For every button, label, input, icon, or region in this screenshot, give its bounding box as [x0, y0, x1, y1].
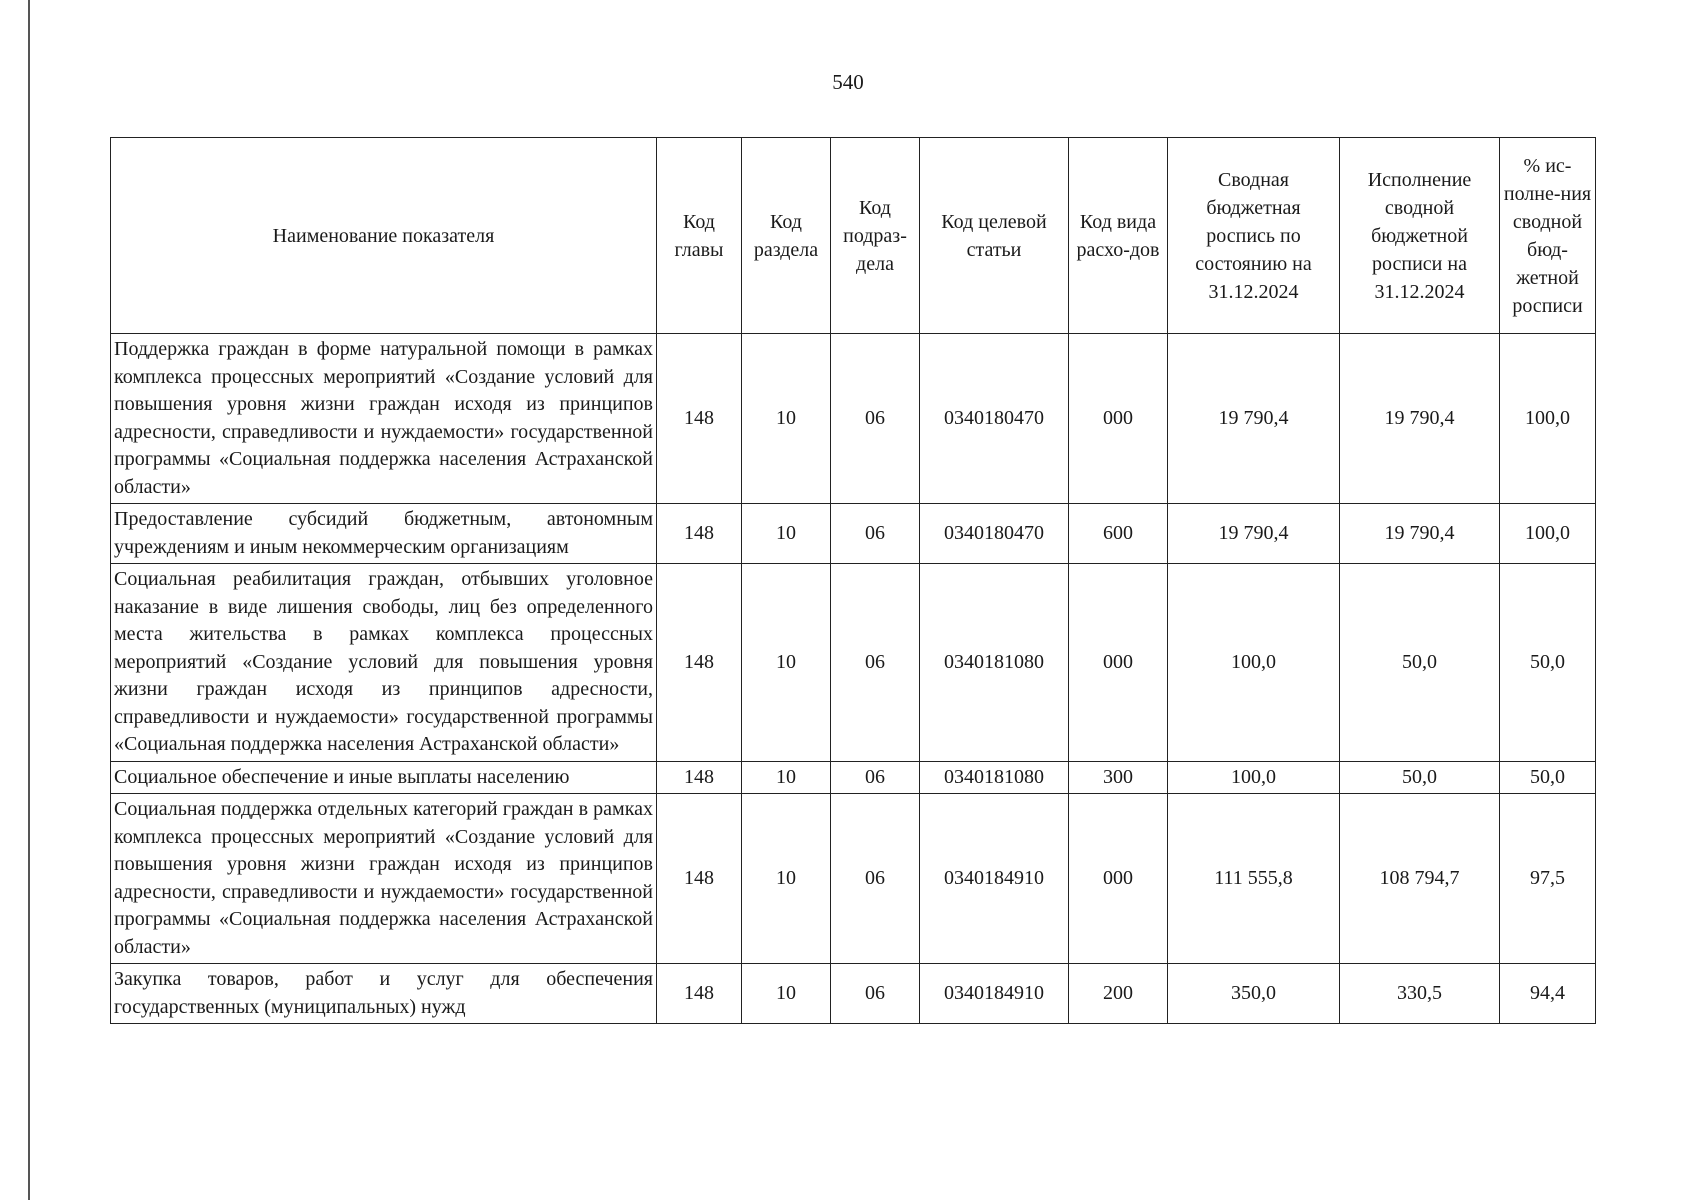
row-budget: 350,0	[1168, 964, 1340, 1024]
header-section-code: Код раздела	[742, 138, 831, 334]
row-budget: 19 790,4	[1168, 334, 1340, 504]
row-subsection: 06	[831, 504, 920, 564]
row-name: Поддержка граждан в форме натуральной помощи в рамках комплекса процессных мероприятий «Создание условий для повышения уровня жизни граждан исходя из принципов адресности, справедливости и нуждаемости» государственной программы «Социальная поддержка населения Астраханской области»	[111, 334, 657, 504]
row-chapter: 148	[657, 334, 742, 504]
table-row	[111, 761, 1596, 794]
row-chapter: 148	[657, 964, 742, 1024]
row-expense: 000	[1069, 334, 1168, 504]
row-percent: 50,0	[1500, 564, 1596, 762]
row-percent: 100,0	[1500, 334, 1596, 504]
row-name: Закупка товаров, работ и услуг для обеспечения государственных (муниципальных) нужд	[111, 964, 657, 1024]
table-row	[111, 964, 1596, 1024]
header-execution: Исполнение сводной бюджетной росписи на 31.12.2024	[1340, 138, 1500, 334]
header-percent: % ис-полне-ния сводной бюд-жетной росписи	[1500, 138, 1596, 334]
header-expense-type-code: Код вида расхо-дов	[1069, 138, 1168, 334]
row-chapter: 148	[657, 564, 742, 762]
row-percent: 100,0	[1500, 504, 1596, 564]
row-section: 10	[742, 794, 831, 964]
row-target: 0340184910	[920, 794, 1069, 964]
row-executed: 19 790,4	[1340, 334, 1500, 504]
row-executed: 50,0	[1340, 564, 1500, 762]
row-executed: 108 794,7	[1340, 794, 1500, 964]
row-chapter: 148	[657, 504, 742, 564]
row-subsection: 06	[831, 761, 920, 794]
row-budget: 100,0	[1168, 564, 1340, 762]
row-expense: 600	[1069, 504, 1168, 564]
table-row	[111, 794, 1596, 964]
row-executed: 19 790,4	[1340, 504, 1500, 564]
row-name: Социальная реабилитация граждан, отбывших уголовное наказание в виде лишения свободы, лиц без определенного места жительства в рамках комплекса процессных мероприятий «Создание условий для повышения уровня жизни граждан исходя из принципов адресности, справедливости и нуждаемости» государственной программы «Социальная поддержка населения Астраханской области»	[111, 564, 657, 762]
row-section: 10	[742, 761, 831, 794]
row-budget: 19 790,4	[1168, 504, 1340, 564]
budget-execution-table	[110, 137, 1596, 1024]
row-subsection: 06	[831, 564, 920, 762]
row-subsection: 06	[831, 334, 920, 504]
row-section: 10	[742, 964, 831, 1024]
row-target: 0340180470	[920, 334, 1069, 504]
row-chapter: 148	[657, 761, 742, 794]
row-target: 0340181080	[920, 761, 1069, 794]
table-header-row	[111, 138, 1596, 334]
header-budget-list: Сводная бюджетная роспись по состоянию на 31.12.2024	[1168, 138, 1340, 334]
row-target: 0340184910	[920, 964, 1069, 1024]
row-section: 10	[742, 334, 831, 504]
header-target-code: Код целевой статьи	[920, 138, 1069, 334]
row-percent: 94,4	[1500, 964, 1596, 1024]
table-row	[111, 504, 1596, 564]
header-name: Наименование показателя	[111, 138, 657, 334]
header-subsection-code: Код подраз-дела	[831, 138, 920, 334]
row-expense: 000	[1069, 794, 1168, 964]
table-row	[111, 564, 1596, 762]
row-subsection: 06	[831, 964, 920, 1024]
row-name: Предоставление субсидий бюджетным, автономным учреждениям и иным некоммерческим организациям	[111, 504, 657, 564]
row-executed: 50,0	[1340, 761, 1500, 794]
row-expense: 300	[1069, 761, 1168, 794]
row-percent: 97,5	[1500, 794, 1596, 964]
row-expense: 000	[1069, 564, 1168, 762]
row-budget: 111 555,8	[1168, 794, 1340, 964]
row-section: 10	[742, 504, 831, 564]
row-target: 0340181080	[920, 564, 1069, 762]
row-section: 10	[742, 564, 831, 762]
row-executed: 330,5	[1340, 964, 1500, 1024]
row-name: Социальное обеспечение и иные выплаты населению	[111, 761, 657, 794]
scan-edge-line	[28, 0, 30, 1200]
row-budget: 100,0	[1168, 761, 1340, 794]
table-row	[111, 334, 1596, 504]
row-expense: 200	[1069, 964, 1168, 1024]
header-chapter-code: Код главы	[657, 138, 742, 334]
row-subsection: 06	[831, 794, 920, 964]
row-name: Социальная поддержка отдельных категорий граждан в рамках комплекса процессных мероприятий «Создание условий для повышения уровня жизни граждан исходя из принципов адресности, справедливости и нуждаемости» государственной программы «Социальная поддержка населения Астраханской области»	[111, 794, 657, 964]
page-number: 540	[832, 70, 864, 94]
row-target: 0340180470	[920, 504, 1069, 564]
row-percent: 50,0	[1500, 761, 1596, 794]
row-chapter: 148	[657, 794, 742, 964]
